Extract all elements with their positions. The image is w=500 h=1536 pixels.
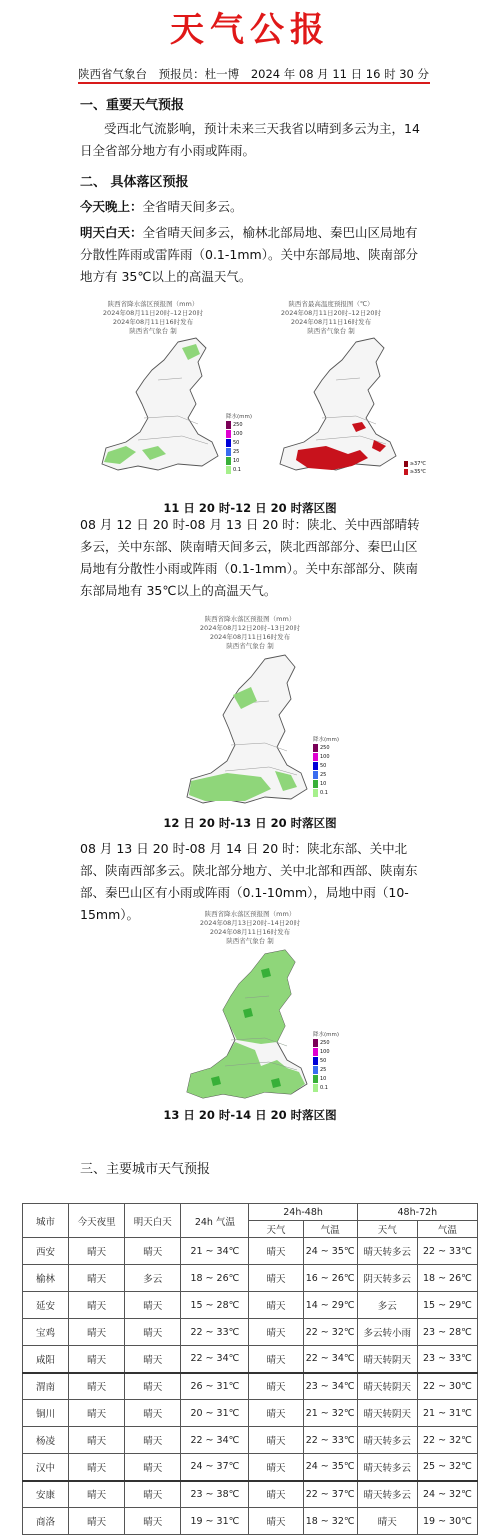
- cell: 晴天: [125, 1427, 181, 1454]
- map2-legend-swatch-37: [404, 460, 426, 468]
- cell: 晴天: [249, 1373, 303, 1400]
- table-row: [23, 1508, 478, 1535]
- cell: 晴天: [249, 1454, 303, 1481]
- map3-issued: 2024年08月11日16时发布: [209, 633, 291, 641]
- table-row: [23, 1454, 478, 1481]
- cell: 晴天: [249, 1400, 303, 1427]
- map1-legend-label-50: 50: [233, 439, 240, 446]
- col-group-72h: 48h-72h: [357, 1204, 477, 1221]
- period2-forecast: 08 月 12 日 20 时-08 月 13 日 20 时：陕北、关中西部晴转多云，关中东部、陕南晴天间多云，陕北西部部分、秦巴山区局地有分散性小雨或阵雨（0.1-1mm）。关中东部部分、陕南东部局地有 35℃以上的高温天气。: [80, 517, 420, 598]
- agency: 陕西省气象台: [78, 67, 147, 81]
- cell: 多云: [357, 1292, 417, 1319]
- cell: 19 ~ 31℃: [181, 1508, 249, 1535]
- cell: 15 ~ 29℃: [417, 1292, 477, 1319]
- cell: 晴天: [249, 1292, 303, 1319]
- map1-legend-swatch-250: [226, 420, 246, 429]
- col-temp24: 24h 气温: [181, 1204, 249, 1238]
- map1-legend-swatch-100: [226, 429, 246, 438]
- cell: 安康: [23, 1481, 69, 1508]
- cell: 晴天: [249, 1319, 303, 1346]
- col-72h-temp: 气温: [417, 1221, 477, 1238]
- map4-issued: 2024年08月11日16时发布: [209, 928, 291, 936]
- precip-map-2: [165, 615, 340, 810]
- cell: 榆林: [23, 1265, 69, 1292]
- map2-period: 2024年08月11日20时–12日20时: [280, 309, 382, 317]
- map1-legend-label-25: 25: [233, 448, 240, 455]
- map3-maker: 陕西省气象台 制: [226, 642, 274, 650]
- cell: 晴天: [125, 1292, 181, 1319]
- cell: 22 ~ 33℃: [303, 1427, 357, 1454]
- cell: 晴天转阴天: [357, 1346, 417, 1373]
- col-72h-weather: 天气: [357, 1221, 417, 1238]
- header-red-rule: [78, 82, 430, 84]
- cell: 18 ~ 26℃: [417, 1265, 477, 1292]
- map4-period: 2024年08月13日20时–14日20时: [199, 919, 301, 927]
- cell: 24 ~ 37℃: [181, 1454, 249, 1481]
- tonight-forecast: [80, 196, 425, 218]
- cell: 22 ~ 33℃: [417, 1238, 477, 1265]
- cell: 18 ~ 26℃: [181, 1265, 249, 1292]
- col-tomorrow: 明天白天: [125, 1204, 181, 1238]
- map-caption-2: 12 日 20 时-13 日 20 时落区图: [163, 816, 337, 830]
- cell: 晴天: [357, 1508, 417, 1535]
- cell: 延安: [23, 1292, 69, 1319]
- map3-legend-label-25: 25: [320, 771, 327, 778]
- col-48h-weather: 天气: [249, 1221, 303, 1238]
- map3-legend: [313, 735, 340, 797]
- section1-body: 受西北气流影响，预计未来三天我省以晴到多云为主，14 日全省部分地方有小雨或阵雨。: [80, 121, 420, 158]
- cell: 22 ~ 34℃: [181, 1346, 249, 1373]
- map3-shape: [165, 615, 340, 810]
- cell: 22 ~ 32℃: [303, 1319, 357, 1346]
- map3-legend-label-100: 100: [320, 753, 330, 760]
- report-title: 天气公报: [170, 10, 330, 50]
- cell: 26 ~ 31℃: [181, 1373, 249, 1400]
- cell: 铜川: [23, 1400, 69, 1427]
- map1-legend-label-100: 100: [233, 430, 243, 437]
- cell: 19 ~ 30℃: [417, 1508, 477, 1535]
- cell: 晴天: [69, 1508, 125, 1535]
- cell: 晴天转多云: [357, 1427, 417, 1454]
- cell: 晴天转多云: [357, 1238, 417, 1265]
- map4-legend-swatch-0.1: [313, 1083, 333, 1092]
- cell: 15 ~ 28℃: [181, 1292, 249, 1319]
- col-city: 城市: [23, 1204, 69, 1238]
- cell: 23 ~ 33℃: [417, 1346, 477, 1373]
- cell: 晴天: [69, 1400, 125, 1427]
- section1-heading: 一、重要天气预报: [80, 98, 185, 113]
- cell: 23 ~ 28℃: [417, 1319, 477, 1346]
- map2-legend-swatch-35: [404, 468, 426, 476]
- cell: 晴天: [69, 1481, 125, 1508]
- map-caption-1: 11 日 20 时-12 日 20 时落区图: [163, 501, 337, 515]
- table-row: [23, 1427, 478, 1454]
- cell: 22 ~ 34℃: [303, 1346, 357, 1373]
- table-row: [23, 1238, 478, 1265]
- cell: 晴天转多云: [357, 1481, 417, 1508]
- cell: 晴天: [69, 1319, 125, 1346]
- map4-legend-label-25: 25: [320, 1066, 327, 1073]
- cell: 24 ~ 35℃: [303, 1238, 357, 1265]
- tomorrow-text: 全省晴天间多云，榆林北部局地、秦巴山区局地有分散性阵雨或雷阵雨（0.1-1mm）。关中东部局地、陕南部分地方有 35℃以上的高温天气。: [80, 225, 418, 284]
- map1-legend: [226, 412, 253, 474]
- map1-legend-label-10: 10: [233, 457, 240, 464]
- cell: 24 ~ 35℃: [303, 1454, 357, 1481]
- col-tonight: 今天夜里: [69, 1204, 125, 1238]
- table-row: [23, 1346, 478, 1373]
- precip-map-1: [78, 300, 253, 480]
- cell: 24 ~ 32℃: [417, 1481, 477, 1508]
- map4-legend-swatch-10: [313, 1074, 333, 1083]
- map1-legend-swatch-0.1: [226, 465, 246, 474]
- map3-legend-label-10: 10: [320, 780, 327, 787]
- cell: 宝鸡: [23, 1319, 69, 1346]
- cell: 晴天: [125, 1508, 181, 1535]
- map-caption-3: 13 日 20 时-14 日 20 时落区图: [163, 1108, 337, 1122]
- cell: 晴天: [249, 1238, 303, 1265]
- map3-legend-swatch-10: [313, 779, 333, 788]
- map4-legend-title: 降水(mm): [313, 1032, 340, 1038]
- temperature-map: [256, 300, 426, 480]
- map4-legend-label-100: 100: [320, 1048, 330, 1055]
- map3-legend-label-250: 250: [320, 744, 330, 751]
- tonight-label: 今天晚上：: [80, 199, 143, 214]
- cell: 晴天: [69, 1238, 125, 1265]
- cell: 晴天: [69, 1346, 125, 1373]
- map4-maker: 陕西省气象台 制: [226, 937, 274, 945]
- cell: 晴天: [125, 1454, 181, 1481]
- tonight-text: 全省晴天间多云。: [142, 199, 243, 214]
- cell: 晴天: [249, 1508, 303, 1535]
- cell: 西安: [23, 1238, 69, 1265]
- cell: 晴天转多云: [357, 1454, 417, 1481]
- map2-title: 陕西省最高温度预报图（℃）: [288, 300, 374, 308]
- col-group-48h: 24h-48h: [249, 1204, 357, 1221]
- map4-legend: [313, 1030, 340, 1092]
- cell: 咸阳: [23, 1346, 69, 1373]
- table-row: [23, 1373, 478, 1400]
- cell: 18 ~ 32℃: [303, 1508, 357, 1535]
- map4-shape: [165, 910, 340, 1105]
- cell: 23 ~ 38℃: [181, 1481, 249, 1508]
- period3-forecast: 08 月 13 日 20 时-08 月 14 日 20 时：陕北东部、关中北部、陕南西部多云。陕北部分地方、关中北部和西部、陕南东部、秦巴山区有小雨或阵雨（0.1-10mm），局地中雨（10-15mm）。: [80, 841, 418, 922]
- cell: 晴天: [125, 1319, 181, 1346]
- cell: 22 ~ 30℃: [417, 1373, 477, 1400]
- map3-legend-label-50: 50: [320, 762, 327, 769]
- cell: 22 ~ 33℃: [181, 1319, 249, 1346]
- map3-legend-swatch-100: [313, 752, 333, 761]
- map2-legend-label-37: ≥37℃: [409, 461, 426, 467]
- cell: 14 ~ 29℃: [303, 1292, 357, 1319]
- cell: 22 ~ 37℃: [303, 1481, 357, 1508]
- precip-map-3: [165, 910, 340, 1105]
- map1-legend-title: 降水(mm): [226, 414, 253, 420]
- cell: 晴天: [69, 1265, 125, 1292]
- map1-legend-label-0.1: 0.1: [233, 466, 241, 473]
- map4-legend-label-0.1: 0.1: [320, 1084, 328, 1091]
- map2-legend-label-35: ≥35℃: [409, 469, 426, 475]
- header-info-line: [78, 66, 430, 82]
- cell: 商洛: [23, 1508, 69, 1535]
- cell: 晴天: [69, 1373, 125, 1400]
- map1-legend-swatch-10: [226, 456, 246, 465]
- map3-period: 2024年08月12日20时–13日20时: [199, 624, 301, 632]
- table-row: [23, 1400, 478, 1427]
- section2-heading: 二、 具体落区预报: [80, 175, 189, 190]
- map4-legend-swatch-250: [313, 1038, 333, 1047]
- cell: 晴天: [69, 1454, 125, 1481]
- map1-period: 2024年08月11日20时–12日20时: [102, 309, 204, 317]
- map2-legend: [404, 460, 426, 476]
- map1-title: 陕西省降水落区预报图（mm）: [107, 300, 199, 308]
- cell: 25 ~ 32℃: [417, 1454, 477, 1481]
- cell: 晴天: [125, 1481, 181, 1508]
- map4-legend-swatch-25: [313, 1065, 333, 1074]
- cell: 22 ~ 34℃: [181, 1427, 249, 1454]
- map4-legend-label-10: 10: [320, 1075, 327, 1082]
- map4-title: 陕西省降水落区预报图（mm）: [204, 910, 296, 918]
- col-48h-temp: 气温: [303, 1221, 357, 1238]
- cell: 晴天: [249, 1265, 303, 1292]
- forecaster: 预报员：杜一博: [158, 67, 240, 81]
- cell: 晴天转阴天: [357, 1400, 417, 1427]
- cell: 16 ~ 26℃: [303, 1265, 357, 1292]
- cell: 多云转小雨: [357, 1319, 417, 1346]
- table-row: [23, 1481, 478, 1508]
- cell: 晴天: [249, 1481, 303, 1508]
- cell: 20 ~ 31℃: [181, 1400, 249, 1427]
- table-row: [23, 1265, 478, 1292]
- section3-heading: 三、主要城市天气预报: [80, 1162, 211, 1177]
- cell: 杨凌: [23, 1427, 69, 1454]
- cell: 晴天: [125, 1400, 181, 1427]
- map1-legend-swatch-50: [226, 438, 246, 447]
- cell: 阴天转多云: [357, 1265, 417, 1292]
- cell: 晴天: [249, 1346, 303, 1373]
- map4-legend-label-250: 250: [320, 1039, 330, 1046]
- map3-legend-swatch-250: [313, 743, 333, 752]
- cell: 渭南: [23, 1373, 69, 1400]
- cell: 21 ~ 34℃: [181, 1238, 249, 1265]
- table-row: [23, 1292, 478, 1319]
- cell: 21 ~ 31℃: [417, 1400, 477, 1427]
- cell: 汉中: [23, 1454, 69, 1481]
- map3-legend-swatch-50: [313, 761, 333, 770]
- map3-legend-swatch-0.1: [313, 788, 333, 797]
- cell: 晴天: [69, 1292, 125, 1319]
- map2-shape: [256, 300, 426, 480]
- map4-legend-label-50: 50: [320, 1057, 327, 1064]
- cell: 23 ~ 34℃: [303, 1373, 357, 1400]
- map1-legend-swatch-25: [226, 447, 246, 456]
- map3-legend-label-0.1: 0.1: [320, 789, 328, 796]
- cell: 晴天转阴天: [357, 1373, 417, 1400]
- map2-maker: 陕西省气象台 制: [307, 327, 355, 335]
- map2-issued: 2024年08月11日16时发布: [290, 318, 372, 326]
- map1-issued: 2024年08月11日16时发布: [112, 318, 194, 326]
- map4-legend-swatch-100: [313, 1047, 333, 1056]
- map3-legend-swatch-25: [313, 770, 333, 779]
- map1-maker: 陕西省气象台 制: [129, 327, 177, 335]
- cell: 晴天: [69, 1427, 125, 1454]
- cell: 晴天: [249, 1427, 303, 1454]
- tomorrow-forecast: [80, 222, 425, 288]
- tomorrow-label: 明天白天：: [80, 225, 143, 240]
- cell: 22 ~ 32℃: [417, 1427, 477, 1454]
- table-row: [23, 1319, 478, 1346]
- map4-legend-swatch-50: [313, 1056, 333, 1065]
- cell: 晴天: [125, 1373, 181, 1400]
- map1-shape: [78, 300, 253, 480]
- map3-title: 陕西省降水落区预报图（mm）: [204, 615, 296, 623]
- cell: 晴天: [125, 1238, 181, 1265]
- cell: 晴天: [125, 1346, 181, 1373]
- cell: 多云: [125, 1265, 181, 1292]
- issue-datetime: 2024 年 08 月 11 日 16 时 30 分: [250, 67, 430, 81]
- map1-legend-label-250: 250: [233, 421, 243, 428]
- city-forecast-table: [22, 1203, 478, 1535]
- map3-legend-title: 降水(mm): [313, 737, 340, 743]
- cell: 21 ~ 32℃: [303, 1400, 357, 1427]
